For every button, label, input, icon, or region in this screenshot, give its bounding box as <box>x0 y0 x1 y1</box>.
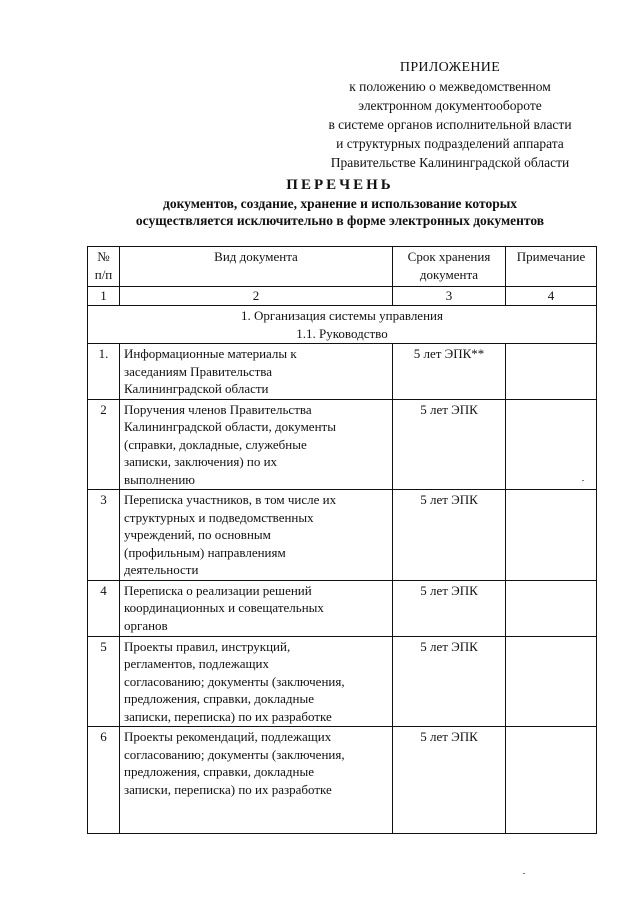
column-number: 2 <box>120 287 393 306</box>
appendix-block <box>300 58 600 172</box>
row-line: Переписка о реализации решений <box>124 582 312 598</box>
row-note <box>506 490 597 581</box>
row-line: записки, заключения) по их <box>124 454 278 469</box>
table-row <box>88 580 597 636</box>
header-type: Вид документа <box>120 247 393 287</box>
row-document-type <box>120 399 393 490</box>
row-document-type <box>120 636 393 727</box>
row-line: (справки, докладные, служебные <box>124 436 307 452</box>
row-line: структурных и подведомственных <box>124 509 314 525</box>
row-line: предложения, справки, докладные <box>124 691 314 706</box>
header-num-line: п/п <box>94 266 113 282</box>
row-storage: 5 лет ЭПК <box>393 636 506 727</box>
section-row <box>88 306 597 344</box>
row-note <box>506 344 597 400</box>
section-subtitle: 1.1. Руководство <box>296 325 388 341</box>
row-document-type <box>120 727 393 834</box>
row-number: 4 <box>88 580 120 636</box>
row-number: 3 <box>88 490 120 581</box>
row-note <box>506 580 597 636</box>
appendix-line: к положению о межведомственном <box>349 79 551 94</box>
appendix-line: в системе органов исполнительной власти <box>328 117 572 132</box>
scan-speck <box>523 873 525 874</box>
row-storage: 5 лет ЭПК <box>393 399 506 490</box>
row-line: Информационные материалы к <box>124 346 297 361</box>
row-line: согласованию; документы (заключения, <box>124 746 345 762</box>
documents-table <box>87 246 597 834</box>
table-header-row <box>88 247 597 287</box>
subtitle-line: документов, создание, хранение и использование которых <box>163 196 517 211</box>
row-number: 5 <box>88 636 120 727</box>
document-title: ПЕРЕЧЕНЬ <box>286 177 394 193</box>
appendix-line: электронном документообороте <box>358 98 542 113</box>
appendix-heading: ПРИЛОЖЕНИЕ <box>399 60 501 75</box>
row-line: заседаниям Правительства <box>124 363 272 379</box>
row-line: Проекты правил, инструкций, <box>124 638 291 654</box>
row-line: (профильным) направлениям <box>124 544 286 560</box>
column-number: 3 <box>393 287 506 306</box>
column-numbers-row <box>88 287 597 306</box>
row-storage: 5 лет ЭПК <box>393 727 506 834</box>
column-number: 4 <box>506 287 597 306</box>
row-line: Калининградской области <box>124 381 269 396</box>
header-num <box>88 247 120 287</box>
row-line: учреждений, по основным <box>124 527 271 542</box>
row-line: Проекты рекомендаций, подлежащих <box>124 729 332 744</box>
row-line: Калининградской области, документы <box>124 419 336 434</box>
row-number: 2 <box>88 399 120 490</box>
row-note <box>506 636 597 727</box>
table-row <box>88 399 597 490</box>
row-line: записки, переписка) по их разработке <box>124 781 332 797</box>
row-document-type <box>120 344 393 400</box>
row-note <box>506 399 597 490</box>
row-line: органов <box>124 617 168 633</box>
table-row <box>88 490 597 581</box>
subtitle-line: осуществляется исключительно в форме электронных документов <box>135 213 545 228</box>
scan-speck <box>582 480 584 481</box>
row-storage: 5 лет ЭПК <box>393 490 506 581</box>
row-line: Поручения членов Правительства <box>124 401 312 417</box>
document-subtitle <box>80 195 600 229</box>
appendix-line: Правительстве Калининградской области <box>330 155 570 170</box>
row-document-type <box>120 580 393 636</box>
header-storage <box>393 247 506 287</box>
table-row <box>88 727 597 834</box>
row-line: регламентов, подлежащих <box>124 656 269 671</box>
column-number: 1 <box>88 287 120 306</box>
table-row <box>88 344 597 400</box>
row-line: предложения, справки, докладные <box>124 764 314 779</box>
row-storage: 5 лет ЭПК** <box>393 344 506 400</box>
row-note <box>506 727 597 834</box>
header-storage-line: документа <box>419 266 479 282</box>
row-line: Переписка участников, в том числе их <box>124 492 337 507</box>
header-note: Примечание <box>506 247 597 287</box>
row-storage: 5 лет ЭПК <box>393 580 506 636</box>
row-line: выполнению <box>124 471 195 487</box>
row-line: координационных и совещательных <box>124 600 324 615</box>
row-number: 1. <box>88 344 120 400</box>
appendix-line: и структурных подразделений аппарата <box>336 136 564 151</box>
row-line: деятельности <box>124 562 199 577</box>
section-cell <box>88 306 597 344</box>
table-row <box>88 636 597 727</box>
row-document-type <box>120 490 393 581</box>
header-num-line: № <box>97 249 110 264</box>
row-line: согласованию; документы (заключения, <box>124 673 345 689</box>
section-title: 1. Организация системы управления <box>241 308 443 323</box>
row-number: 6 <box>88 727 120 834</box>
row-line: записки, переписка) по их разработке <box>124 708 332 724</box>
header-storage-line: Срок хранения <box>407 249 491 264</box>
